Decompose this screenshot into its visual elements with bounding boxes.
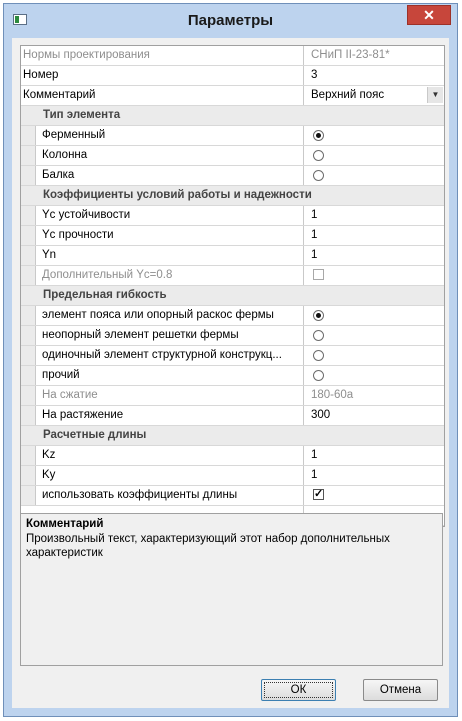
- property-row[interactable]: [21, 266, 444, 286]
- property-name: Колонна: [35, 146, 304, 165]
- property-row[interactable]: [21, 226, 444, 246]
- property-row[interactable]: [21, 46, 444, 66]
- property-name: элемент пояса или опорный раскос фермы: [35, 306, 304, 325]
- property-row[interactable]: [21, 246, 444, 266]
- property-grid: [20, 45, 445, 527]
- value-text: 3: [311, 69, 318, 81]
- ok-button-label: ОК: [290, 684, 307, 696]
- property-row[interactable]: [21, 66, 444, 86]
- property-name: На сжатие: [35, 386, 304, 405]
- category-header: [21, 286, 444, 306]
- property-row[interactable]: [21, 126, 444, 146]
- property-name: Yc прочности: [35, 226, 304, 245]
- property-value[interactable]: [309, 466, 444, 485]
- parameters-dialog: [3, 3, 458, 717]
- property-row[interactable]: [21, 306, 444, 326]
- radio-button[interactable]: [313, 310, 324, 321]
- value-text: 300: [311, 409, 331, 421]
- category-label: Тип элемента: [43, 109, 121, 121]
- property-value[interactable]: [309, 206, 444, 225]
- property-name: Yn: [35, 246, 304, 265]
- property-row[interactable]: [21, 346, 444, 366]
- property-name: Ферменный: [35, 126, 304, 145]
- radio-button[interactable]: [313, 150, 324, 161]
- chevron-down-icon[interactable]: ▼: [427, 87, 443, 103]
- property-value[interactable]: [309, 386, 444, 405]
- property-value[interactable]: [309, 446, 444, 465]
- property-name: Ky: [35, 466, 304, 485]
- property-row[interactable]: [21, 86, 444, 106]
- radio-cell[interactable]: [309, 366, 444, 385]
- property-name: Нормы проектирования: [21, 46, 304, 65]
- title-bar[interactable]: [4, 4, 457, 38]
- property-row[interactable]: [21, 446, 444, 466]
- radio-button[interactable]: [313, 170, 324, 181]
- property-name: прочий: [35, 366, 304, 385]
- radio-cell[interactable]: [309, 126, 444, 145]
- radio-cell[interactable]: [309, 326, 444, 345]
- category-header: [21, 106, 444, 126]
- property-name: На растяжение: [35, 406, 304, 425]
- cancel-button-label: Отмена: [379, 684, 422, 696]
- category-label: Расчетные длины: [43, 429, 147, 441]
- description-text: Произвольный текст, характеризующий этот набор дополнительных характеристик: [26, 533, 390, 559]
- focus-rect: [264, 682, 333, 698]
- property-name: Балка: [35, 166, 304, 185]
- value-text: СНиП II-23-81*: [311, 49, 390, 61]
- value-text: 1: [311, 209, 318, 221]
- property-row[interactable]: [21, 166, 444, 186]
- value-text: Верхний пояс: [311, 89, 385, 101]
- category-label: Коэффициенты условий работы и надежности: [43, 189, 312, 201]
- property-name: использовать коэффициенты длины: [35, 486, 304, 505]
- property-row[interactable]: [21, 206, 444, 226]
- value-text: 1: [311, 469, 318, 481]
- radio-cell[interactable]: [309, 166, 444, 185]
- property-row[interactable]: [21, 466, 444, 486]
- radio-button[interactable]: [313, 330, 324, 341]
- category-label: Предельная гибкость: [43, 289, 167, 301]
- category-header: [21, 426, 444, 446]
- checkbox: [313, 269, 324, 280]
- cancel-button[interactable]: [363, 679, 438, 701]
- property-name: Дополнительный Yc=0.8: [35, 266, 304, 285]
- close-button[interactable]: ✕: [407, 5, 451, 25]
- property-row[interactable]: [21, 146, 444, 166]
- property-value[interactable]: [309, 46, 444, 65]
- radio-cell[interactable]: [309, 306, 444, 325]
- property-name: неопорный элемент решетки фермы: [35, 326, 304, 345]
- property-row[interactable]: [21, 386, 444, 406]
- property-row[interactable]: [21, 486, 444, 506]
- property-name: одиночный элемент структурной конструкц...: [35, 346, 304, 365]
- radio-button[interactable]: [313, 370, 324, 381]
- value-text: 1: [311, 229, 318, 241]
- property-name: Номер: [21, 66, 304, 85]
- property-name: Yc устойчивости: [35, 206, 304, 225]
- description-panel: [20, 513, 443, 666]
- comment-dropdown[interactable]: [309, 86, 444, 105]
- property-value[interactable]: [309, 246, 444, 265]
- property-row[interactable]: [21, 366, 444, 386]
- property-value[interactable]: [309, 406, 444, 425]
- property-name: Комментарий: [21, 86, 304, 105]
- property-row[interactable]: [21, 326, 444, 346]
- ok-button[interactable]: [261, 679, 336, 701]
- window-title: Параметры: [187, 12, 274, 29]
- property-value[interactable]: [309, 66, 444, 85]
- property-name: Kz: [35, 446, 304, 465]
- radio-button[interactable]: [313, 350, 324, 361]
- radio-cell[interactable]: [309, 146, 444, 165]
- category-header: [21, 186, 444, 206]
- radio-button[interactable]: [313, 130, 324, 141]
- radio-cell[interactable]: [309, 346, 444, 365]
- checkbox-cell[interactable]: [309, 486, 444, 505]
- property-row[interactable]: [21, 406, 444, 426]
- dialog-client-area: [12, 38, 449, 708]
- checkbox[interactable]: ✓: [314, 488, 324, 500]
- value-text: 1: [311, 249, 318, 261]
- property-value[interactable]: [309, 226, 444, 245]
- description-title: Комментарий: [26, 518, 104, 530]
- checkbox-cell[interactable]: [309, 266, 444, 285]
- value-text: 180-60a: [311, 389, 354, 401]
- value-text: 1: [311, 449, 318, 461]
